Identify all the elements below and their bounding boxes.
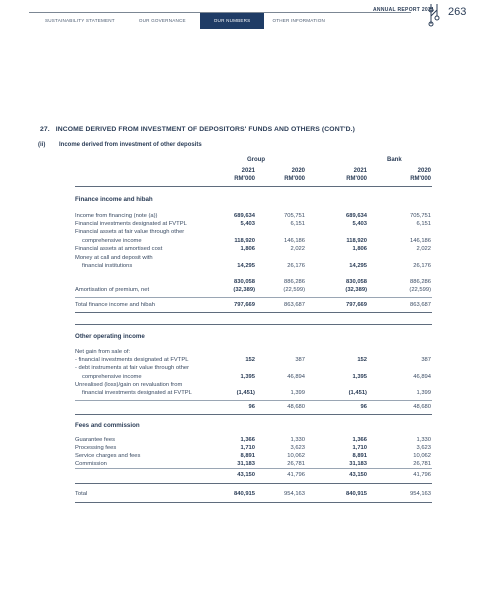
finance-row-value: 118,920 xyxy=(346,238,367,244)
grand-total-label: Total xyxy=(75,491,88,497)
amortisation-label: Amortisation of premium, net xyxy=(75,287,150,293)
finance-row-label: Income from financing (note (a)) xyxy=(75,213,158,219)
finance-row-label: comprehensive income xyxy=(82,238,142,244)
page-number: 263 xyxy=(448,6,467,18)
operating-row-value: 46,894 xyxy=(287,374,305,380)
fees-row-value: 1,366 xyxy=(352,437,367,443)
fees-row-value: 31,183 xyxy=(237,461,255,467)
col-group-2021: 2021 RM'000 xyxy=(234,168,255,182)
finance-row-value: 1,806 xyxy=(240,246,255,252)
fees-row-label: Commission xyxy=(75,461,107,467)
operating-row-value: 387 xyxy=(295,357,305,363)
finance-heading: Finance income and hibah xyxy=(75,196,153,203)
grand-total-value: 840,915 xyxy=(346,491,367,497)
note-heading xyxy=(40,126,355,133)
operating-subtotal-value: 96 xyxy=(248,404,255,410)
fees-row-label: Service charges and fees xyxy=(75,453,141,459)
finance-row-value: 689,634 xyxy=(234,213,255,219)
fees-rule xyxy=(75,468,432,469)
finance-total-rule-top xyxy=(75,312,432,313)
fees-row-value: 1,330 xyxy=(290,437,305,443)
operating-row-value: 152 xyxy=(245,357,255,363)
operating-row-value: 152 xyxy=(357,357,367,363)
col-bank-2020: 2020 RM'000 xyxy=(410,168,431,182)
fees-row-value: 1,710 xyxy=(240,445,255,451)
operating-row-value: 1,399 xyxy=(416,390,431,396)
finance-row-value: 146,186 xyxy=(284,238,305,244)
fees-subtotal-value: 43,150 xyxy=(349,472,367,478)
finance-row-label: Financial assets at fair value through other xyxy=(75,229,185,235)
finance-row-value: 705,751 xyxy=(410,213,431,219)
finance-subtotal-value: 886,286 xyxy=(284,279,305,285)
amortisation-value: (32,389) xyxy=(345,287,367,293)
operating-subtotal-value: 48,680 xyxy=(287,404,305,410)
fees-row-value: 8,891 xyxy=(240,453,255,459)
finance-total-value: 797,669 xyxy=(346,302,367,308)
nav-sustainability[interactable]: SUSTAINABILITY STATEMENT xyxy=(45,18,115,23)
fees-subtotal-value: 41,796 xyxy=(413,472,431,478)
fees-rule-bottom xyxy=(75,483,432,484)
fees-row-label: Processing fees xyxy=(75,445,117,451)
finance-row-value: 146,186 xyxy=(410,238,431,244)
fees-row-value: 1,330 xyxy=(416,437,431,443)
fees-row-value: 3,623 xyxy=(290,445,305,451)
fees-row-label: Guarantee fees xyxy=(75,437,115,443)
operating-subtotal-value: 48,680 xyxy=(413,404,431,410)
finance-row-label: Financial investments designated at FVTPL xyxy=(75,221,187,227)
group-header: Group xyxy=(247,157,265,163)
finance-row-value: 26,176 xyxy=(287,263,305,269)
col-group-2020: 2020 RM'000 xyxy=(284,168,305,182)
finance-row-value: 705,751 xyxy=(284,213,305,219)
operating-row-value: 1,395 xyxy=(352,374,367,380)
finance-total-value: 797,669 xyxy=(234,302,255,308)
finance-row-value: 2,022 xyxy=(290,246,305,252)
finance-row-value: 5,403 xyxy=(352,221,367,227)
fees-subtotal-value: 41,796 xyxy=(287,472,305,478)
grand-total-value: 954,163 xyxy=(284,491,305,497)
sub-title: Income derived from investment of other deposits xyxy=(59,142,202,148)
section-nav xyxy=(37,10,333,32)
operating-rule-bottom xyxy=(75,414,432,415)
amortisation-value: (32,389) xyxy=(233,287,255,293)
fees-row-value: 3,623 xyxy=(416,445,431,451)
grand-total-value: 954,163 xyxy=(410,491,431,497)
note-title: INCOME DERIVED FROM INVESTMENT OF DEPOSITORS' FUNDS AND OTHERS (CONT'D.) xyxy=(55,126,356,133)
operating-row-value: (1,451) xyxy=(236,390,255,396)
grand-total-value: 840,915 xyxy=(234,491,255,497)
amortisation-value: (22,599) xyxy=(409,287,431,293)
finance-total-value: 863,687 xyxy=(284,302,305,308)
sub-index: (ii) xyxy=(38,142,46,148)
report-title: ANNUAL REPORT 2021 xyxy=(373,7,435,13)
finance-row-value: 5,403 xyxy=(240,221,255,227)
fees-row-value: 10,062 xyxy=(413,453,431,459)
nav-other-information[interactable]: OTHER INFORMATION xyxy=(272,18,326,23)
finance-subtotal-value: 886,286 xyxy=(410,279,431,285)
finance-row-value: 14,295 xyxy=(349,263,367,269)
col-bank-2021: 2021 RM'000 xyxy=(346,168,367,182)
operating-row-value: 1,395 xyxy=(240,374,255,380)
finance-row-value: 14,295 xyxy=(237,263,255,269)
operating-row-label: Unrealised (loss)/gain on revaluation from xyxy=(75,382,183,388)
total-rule-bottom xyxy=(75,502,432,503)
operating-row-value: 387 xyxy=(421,357,431,363)
finance-row-value: 2,022 xyxy=(416,246,431,252)
fees-row-value: 8,891 xyxy=(352,453,367,459)
operating-row-label: - debt instruments at fair value through other xyxy=(75,365,190,371)
operating-rule xyxy=(75,400,432,401)
finance-row-value: 118,920 xyxy=(234,238,255,244)
finance-row-value: 6,151 xyxy=(290,221,305,227)
header-underline xyxy=(75,186,432,187)
fees-row-value: 10,062 xyxy=(287,453,305,459)
finance-row-value: 689,634 xyxy=(346,213,367,219)
nav-governance[interactable]: OUR GOVERNANCE xyxy=(138,18,186,23)
finance-row-value: 1,806 xyxy=(352,246,367,252)
operating-row-value: 46,894 xyxy=(413,374,431,380)
bank-header: Bank xyxy=(387,157,402,163)
fees-row-value: 1,366 xyxy=(240,437,255,443)
finance-total-value: 863,687 xyxy=(410,302,431,308)
fees-subtotal-value: 43,150 xyxy=(237,472,255,478)
fees-row-value: 26,781 xyxy=(287,461,305,467)
operating-row-label: - financial investments designated at FVTPL xyxy=(75,357,189,363)
note-number: 27. xyxy=(40,126,50,133)
circuit-logo-icon xyxy=(425,2,445,28)
finance-rule xyxy=(75,297,432,298)
finance-subtotal-value: 830,058 xyxy=(234,279,255,285)
finance-row-label: financial institutions xyxy=(82,263,133,269)
finance-row-value: 6,151 xyxy=(416,221,431,227)
nav-our-numbers[interactable]: OUR NUMBERS xyxy=(200,13,265,29)
sub-heading xyxy=(38,142,202,148)
operating-row-value: (1,451) xyxy=(348,390,367,396)
finance-row-label: Money at call and deposit with xyxy=(75,255,153,261)
finance-subtotal-value: 830,058 xyxy=(346,279,367,285)
operating-row-label: comprehensive income xyxy=(82,374,142,380)
fees-row-value: 31,183 xyxy=(349,461,367,467)
operating-heading: Other operating income xyxy=(75,333,145,340)
finance-row-value: 26,176 xyxy=(413,263,431,269)
amortisation-value: (22,599) xyxy=(283,287,305,293)
operating-row-value: 1,399 xyxy=(290,390,305,396)
finance-total-rule-bottom xyxy=(75,324,432,325)
fees-row-value: 1,710 xyxy=(352,445,367,451)
finance-row-label: Financial assets at amortised cost xyxy=(75,246,163,252)
fees-row-value: 26,781 xyxy=(413,461,431,467)
fees-heading: Fees and commission xyxy=(75,422,140,429)
operating-intro: Net gain from sale of: xyxy=(75,349,131,355)
finance-total-label: Total finance income and hibah xyxy=(75,302,155,308)
operating-row-label: financial investments designated at FVTPL xyxy=(82,390,192,396)
operating-subtotal-value: 96 xyxy=(360,404,367,410)
